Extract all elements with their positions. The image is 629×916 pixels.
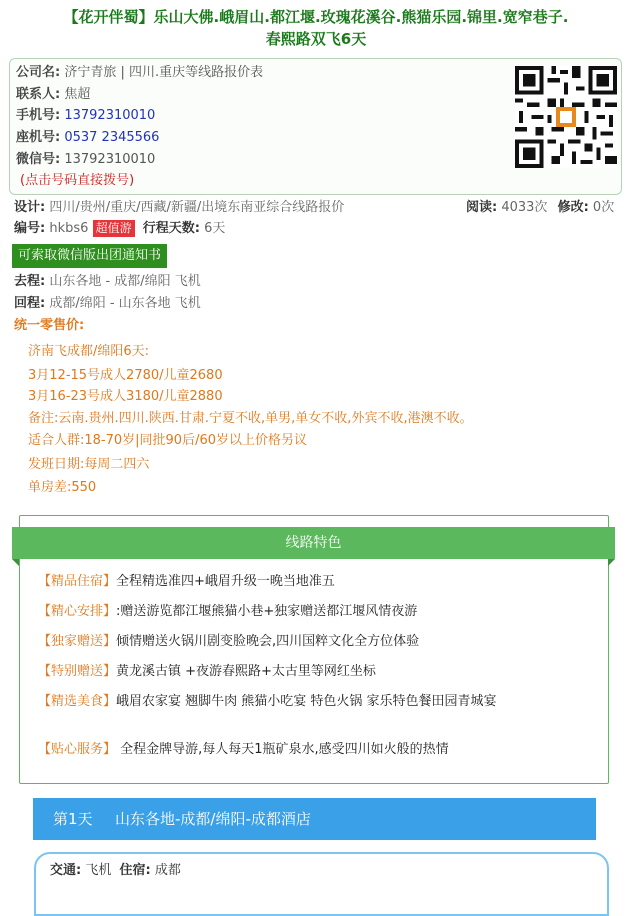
feature-item: [38, 572, 598, 592]
feature-text: 倾情赠送火锅川剧变脸晚会,四川国粹文化全方位体验: [116, 634, 420, 649]
return-row: [14, 294, 201, 314]
phone-link[interactable]: 0537 2345566: [64, 130, 160, 145]
page-title-line2: 春熙路双飞6天: [265, 30, 367, 48]
feature-item: [38, 662, 598, 682]
feature-text: 峨眉农家宴 翘脚牛肉 熊猫小吃宴 特色火锅 家乐特色餐田园青城宴: [116, 694, 497, 709]
code-label: 编号:: [14, 221, 46, 236]
phone-label: 座机号:: [16, 130, 61, 145]
traffic-label: 交通:: [50, 863, 82, 878]
company-row: [16, 63, 263, 83]
feature-tag: 【贴心服务】: [38, 742, 117, 757]
contact-card: [9, 58, 622, 195]
stay-value: 成都: [154, 863, 181, 878]
dial-hint: (点击号码直接拨号): [20, 173, 135, 188]
modify-count: 0次: [592, 200, 615, 215]
days-value: 6天: [204, 221, 226, 236]
company-name: 济宁青旅 | 四川.重庆等线路报价表: [64, 65, 264, 80]
stats-row: [466, 198, 614, 218]
price-line: 3月12-15号成人2780/儿童2680: [28, 368, 223, 383]
price-single-room: 单房差:550: [28, 480, 97, 495]
company-label: 公司名:: [16, 65, 61, 80]
feature-text: :赠送游览都江堰熊猫小巷+独家赠送都江堰风情夜游: [116, 604, 418, 619]
mobile-link[interactable]: 13792310010: [64, 108, 156, 123]
design-label: 设计:: [14, 200, 46, 215]
page-title: [10, 6, 622, 50]
price-schedule: 发班日期:每周二四六: [28, 457, 150, 472]
code-value: hkbs6: [49, 221, 89, 236]
price-line: 济南飞成都/绵阳6天:: [28, 344, 150, 359]
design-row: [14, 198, 344, 218]
feature-item: [38, 692, 598, 712]
code-row: [14, 219, 225, 239]
price-line: 3月16-23号成人3180/儿童2880: [28, 389, 223, 404]
stay-label: 住宿:: [119, 863, 151, 878]
outbound-value: 山东各地 - 成都/绵阳 飞机: [49, 274, 201, 289]
read-label: 阅读:: [466, 200, 498, 215]
outbound-label: 去程:: [14, 274, 46, 289]
banner-fold-left: [12, 559, 19, 566]
read-count: 4033次: [501, 200, 548, 215]
feature-item: [38, 740, 598, 760]
feature-text: 黄龙溪古镇 +夜游春熙路+太古里等网红坐标: [116, 664, 376, 679]
qr-code-icon: [515, 66, 617, 168]
banner-fold-right: [608, 559, 615, 566]
feature-item: [38, 602, 598, 622]
modify-label: 修改:: [557, 200, 589, 215]
features-heading: 线路特色: [12, 527, 615, 559]
person-label: 联系人:: [16, 87, 61, 102]
value-badge: 超值游: [93, 220, 135, 237]
feature-tag: 【独家赠送】: [38, 634, 117, 649]
day-number: 第1天: [53, 810, 93, 828]
price-note: 备注:云南.贵州.四川.陕西.甘肃.宁夏不收,单男,单女不收,外宾不收,港澳不收。: [28, 411, 473, 426]
outbound-row: [14, 272, 201, 292]
feature-text: 全程金牌导游,每人每天1瓶矿泉水,感受四川如火般的热情: [116, 742, 449, 757]
traffic-value: 飞机: [85, 863, 112, 878]
feature-text: 全程精选准四+峨眉升级一晚当地准五: [116, 574, 335, 589]
page-title-line1: 【花开伴蜀】乐山大佛.峨眉山.都江堰.玫瑰花溪谷.熊猫乐园.锦里.宽窄巷子.: [63, 8, 569, 26]
feature-tag: 【精选美食】: [38, 694, 117, 709]
return-label: 回程:: [14, 296, 46, 311]
return-value: 成都/绵阳 - 山东各地 飞机: [49, 296, 201, 311]
wechat-id: 13792310010: [64, 152, 156, 167]
phone-row: [16, 128, 159, 148]
person-name: 焦超: [64, 87, 91, 102]
day-header: [33, 798, 596, 840]
feature-item: [38, 632, 598, 652]
feature-tag: 【精心安排】: [38, 604, 117, 619]
days-label: 行程天数:: [142, 221, 200, 236]
mobile-row: [16, 106, 155, 126]
day-route: 山东各地-成都/绵阳-成都酒店: [115, 810, 311, 828]
wechat-notice-button[interactable]: 可索取微信版出团通知书: [12, 244, 167, 268]
price-audience: 适合人群:18-70岁|同批90后/60岁以上价格另议: [28, 433, 307, 448]
price-heading: 统一零售价:: [14, 318, 85, 333]
wechat-label: 微信号:: [16, 152, 61, 167]
design-value: 四川/贵州/重庆/西藏/新疆/出境东南亚综合线路报价: [49, 200, 345, 215]
mobile-label: 手机号:: [16, 108, 61, 123]
day-info-row: [50, 861, 181, 881]
person-row: [16, 85, 90, 105]
wechat-row: [16, 150, 155, 170]
feature-tag: 【特别赠送】: [38, 664, 117, 679]
feature-tag: 【精品住宿】: [38, 574, 117, 589]
